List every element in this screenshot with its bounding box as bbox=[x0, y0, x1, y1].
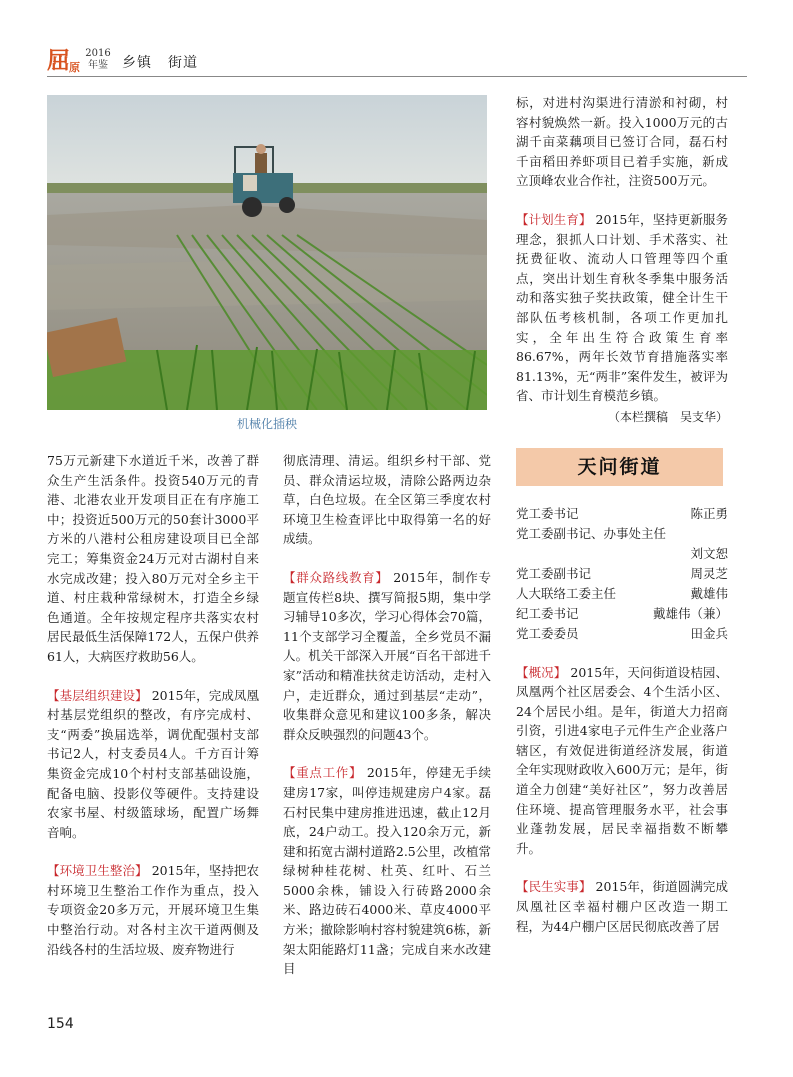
paragraph bbox=[516, 210, 728, 406]
section-heading bbox=[122, 52, 214, 72]
staff-name: 刘文恕 bbox=[690, 545, 728, 561]
book-text: 年鉴 bbox=[88, 60, 108, 71]
paragraph bbox=[283, 568, 491, 744]
paragraph bbox=[516, 663, 728, 859]
paragraph-text: 2015年，坚持把农村环境卫生整治工作作为重点，投入专项资金20多万元，开展环境卫生集中整治行动。对各村主次干道两侧及沿线各村的生活垃圾、废弃物进行 bbox=[47, 863, 259, 957]
staff-row bbox=[516, 524, 728, 544]
staff-role: 纪工委书记 bbox=[516, 605, 579, 621]
staff-role: 人大联络工委主任 bbox=[516, 585, 617, 601]
staff-role: 党工委委员 bbox=[516, 625, 579, 641]
section-tag: 【群众路线教育】 bbox=[283, 569, 389, 585]
header-divider bbox=[47, 76, 747, 77]
photo-caption: 机械化插秧 bbox=[236, 417, 297, 431]
section-tag: 【民生实事】 bbox=[516, 879, 592, 895]
staff-name: 周灵芝 bbox=[690, 565, 728, 581]
section-tag: 【基层组织建设】 bbox=[47, 687, 148, 703]
column-3 bbox=[516, 93, 728, 936]
section-tag: 【环境卫生整治】 bbox=[47, 863, 148, 879]
paragraph bbox=[516, 877, 728, 936]
photo-illustration bbox=[47, 95, 487, 410]
staff-row bbox=[516, 624, 728, 644]
staff-list bbox=[516, 504, 728, 644]
section-label-street: 街道 bbox=[168, 55, 198, 71]
section-tag: 【概况】 bbox=[516, 664, 567, 680]
section-title-box: 天问街道 bbox=[516, 448, 723, 486]
paragraph-text: 2015年，停建无手续建房17家，叫停违规建房户4家。磊石村民集中建房推进迅速，截止12月底，24户动工。投入120余万元，新建和拓宽古湖村道路2.5公里，改植常绿树种桂花树、杜英、红叶、石兰5000余株，铺设入行砖路2000余米、路边砖石4000米、草皮4000平方米；撤除影响村容村貌建筑6栋，新架太阳能路灯11盏；完成自来水改建目 bbox=[283, 765, 491, 977]
staff-row bbox=[516, 604, 728, 624]
byline: （本栏撰稿 吴支华） bbox=[607, 409, 728, 424]
paragraph-text: 2015年，完成凤凰村基层党组织的整改，有序完成村、支“两委”换届选举，调优配强村支部书记2人，村支委员4人。千方百计筹集资金完成10个村村支部基础设施，配备电脑、投影仪等硬件。支持建设农家书屋、村级篮球场，配置广场舞音响。 bbox=[47, 687, 259, 840]
paragraph bbox=[283, 763, 491, 979]
logo-year bbox=[85, 48, 111, 72]
column-2 bbox=[283, 451, 491, 979]
column-1 bbox=[47, 451, 259, 959]
paragraph bbox=[47, 686, 259, 843]
logo-mark: 屈 bbox=[47, 48, 70, 74]
page-number: 154 bbox=[47, 1016, 74, 1032]
section-tag: 【重点工作】 bbox=[283, 765, 363, 781]
paragraph: 75万元新建下水道近千米，改善了群众生产生活条件。投资540万元的青港、北港农业开发项目正在有序施工中；投资近500万元的50套计3000平方米的八港村公租房建设项目已全部完工；筹集资金24万元对古湖村自来水完成改建；投入80万元对全乡主干道、村庄栽种常绿树木，打造全乡绿色通道。全年按规定程序共落实农村居民最低生活保障172人，五保户供养61人，大病医疗救助56人。 bbox=[47, 453, 259, 664]
paragraph-text: 2015年，坚持更新服务理念，狠抓人口计划、手术落实、社抚费征收、流动人口管理等四个重点，突出计划生育秋冬季集中服务活动和落实独子奖扶政策，健全计生干部队伍考核机制，各项工作更加扎实，全年出生符合政策生育率86.67%，两年长效节育措施落实率81.13%，无“两非”案件发生，被评为省、市计划生育模范乡镇。 bbox=[516, 211, 728, 404]
year-text: 2016 bbox=[85, 48, 111, 59]
staff-row bbox=[516, 504, 728, 524]
section-tag: 【计划生育】 bbox=[516, 211, 592, 227]
staff-role: 党工委书记 bbox=[516, 505, 579, 521]
paragraph-text: 2015年，天问街道设桔园、凤凰两个社区居委会、4个生活小区、24个居民小组。是年，街道大力招商引资，引进4家电子元件生产企业落户辖区，有效促进街道经济发展，街道全年实现财政收入600万元；是年，街道全力创建“美好社区”，努力改善居住环境、提高管理服务水平，社会事业蓬勃发展，居民幸福指数不断攀升。 bbox=[516, 664, 728, 856]
staff-row bbox=[516, 584, 728, 604]
paragraph bbox=[47, 861, 259, 959]
staff-name: 田金兵 bbox=[690, 625, 728, 641]
staff-name: 戴雄伟（兼） bbox=[652, 605, 728, 621]
paragraph: 标，对进村沟渠进行清淤和衬砌，村容村貌焕然一新。投入1000万元的古湖千亩菜藕项目已签订合同，磊石村千亩稻田养虾项目已着手实施，新成立顶峰农业合作社，注资500万元。 bbox=[516, 95, 728, 189]
staff-role: 党工委副书记、办事处主任 bbox=[516, 525, 667, 541]
staff-row bbox=[516, 544, 728, 564]
rice-transplanting-photo bbox=[47, 95, 487, 410]
logo-sub: 原 bbox=[69, 61, 80, 74]
paragraph-text: 2015年，街道圆满完成凤凰社区幸福村棚户区改造一期工程，为44户棚户区居民彻底改善了居 bbox=[516, 879, 728, 934]
page-header bbox=[0, 0, 793, 78]
staff-name: 陈正勇 bbox=[690, 505, 728, 521]
paragraph: 彻底清理、清运。组织乡村干部、党员、群众清运垃圾，清除公路两边杂草，白色垃圾。在全区第三季度农村环境卫生检查评比中取得第一名的好成绩。 bbox=[283, 453, 491, 547]
paragraph-text: 2015年，制作专题宣传栏8块、撰写简报5期，集中学习辅导10多次，学习心得体会70篇，11个支部学习全覆盖，全乡党员不漏人。机关干部深入开展“百名干部进千家”活动和精准扶贫走访活动，走村入户，走近群众，通过到基层“走动”，收集群众意见和建议100多条，解决群众反映强烈的问题43个。 bbox=[283, 569, 491, 742]
staff-row bbox=[516, 564, 728, 584]
staff-name: 戴雄伟 bbox=[690, 585, 728, 601]
section-label-township: 乡镇 bbox=[122, 55, 152, 71]
yearbook-logo bbox=[47, 48, 109, 74]
staff-role: 党工委副书记 bbox=[516, 565, 592, 581]
